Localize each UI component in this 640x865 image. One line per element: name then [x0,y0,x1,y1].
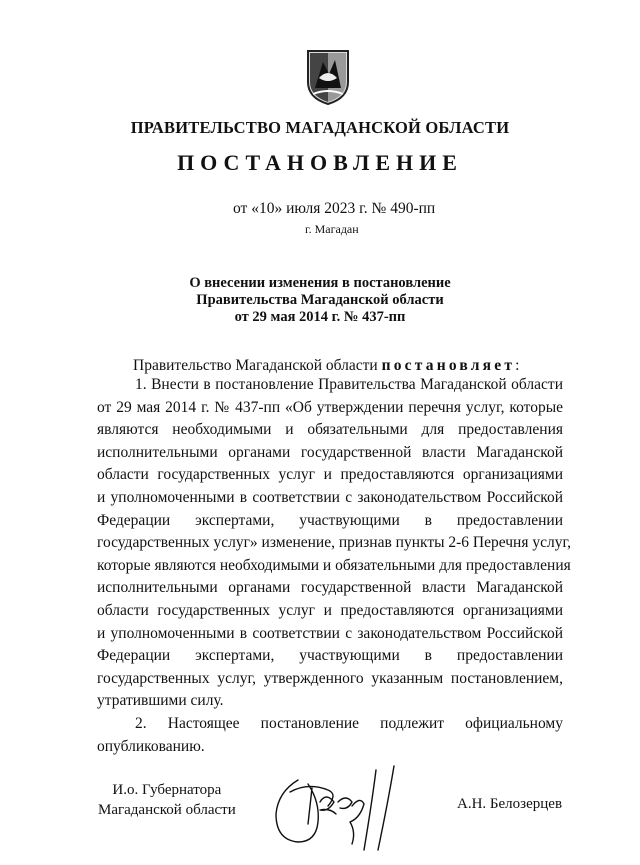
subject-line: от 29 мая 2014 г. № 437-пп [234,309,406,325]
body-line: области государственных услуг и предоставляются организациями [97,601,563,619]
intro-verb: постановляет [381,357,516,374]
subject-line: Правительства Магаданской области [196,292,444,308]
body-line: государственных услуг» изменение, признав пункты 2-6 Перечня услуг, [97,534,571,552]
body-line: государственных услуг, утвержденного указанным постановлением, [97,669,563,687]
body-line: опубликованию. [97,737,205,755]
body-line: исполнительными органами государственной власти Магаданской [97,579,563,597]
handwritten-signature [268,762,410,854]
document-city: г. Магадан [305,222,359,236]
body-line: Федерации экспертами, участвующими в предоставлении [97,511,563,529]
body-line: 2. Настоящее постановление подлежит официальному [135,714,563,732]
organization-title: ПРАВИТЕЛЬСТВО МАГАДАНСКОЙ ОБЛАСТИ [130,118,510,137]
document-type: ПОСТАНОВЛЕНИЕ [177,150,463,175]
position-line: Магаданской области [98,802,236,818]
body-line: Федерации экспертами, участвующими в предоставлении [97,647,563,665]
body-line: утратившими силу. [97,692,224,710]
intro-lead: Правительство Магаданской области [133,357,382,374]
coat-of-arms-icon [305,48,351,106]
subject-line: О внесении изменения в постановление [189,275,451,291]
intro-colon: : [515,357,520,374]
document-date-number: от «10» июля 2023 г. № 490-пп [233,200,436,217]
body-line: исполнительными органами государственной власти Магаданской [97,443,563,461]
position-line: И.о. Губернатора [112,782,222,798]
body-line: являются необходимыми и обязательными для предоставления [97,421,563,439]
body-line: и уполномоченными в соответствии с законодательством Российской [97,624,563,642]
resolution-intro [133,357,519,375]
body-line: которые являются необходимыми и обязательными для предоставления [97,556,571,574]
signatory-name: А.Н. Белозерцев [457,796,563,812]
resolution-body [97,374,571,758]
body-line: 1. Внести в постановление Правительства Магаданской области [135,376,563,393]
body-line: области государственных услуг и предоставляются организациями [97,466,563,484]
document-subject [0,275,640,326]
body-line: от 29 мая 2014 г. № 437-пп «Об утверждении перечня услуг, которые [97,398,563,416]
signatory-position [98,780,236,820]
body-line: и уполномоченными в соответствии с законодательством Российской [97,488,563,506]
